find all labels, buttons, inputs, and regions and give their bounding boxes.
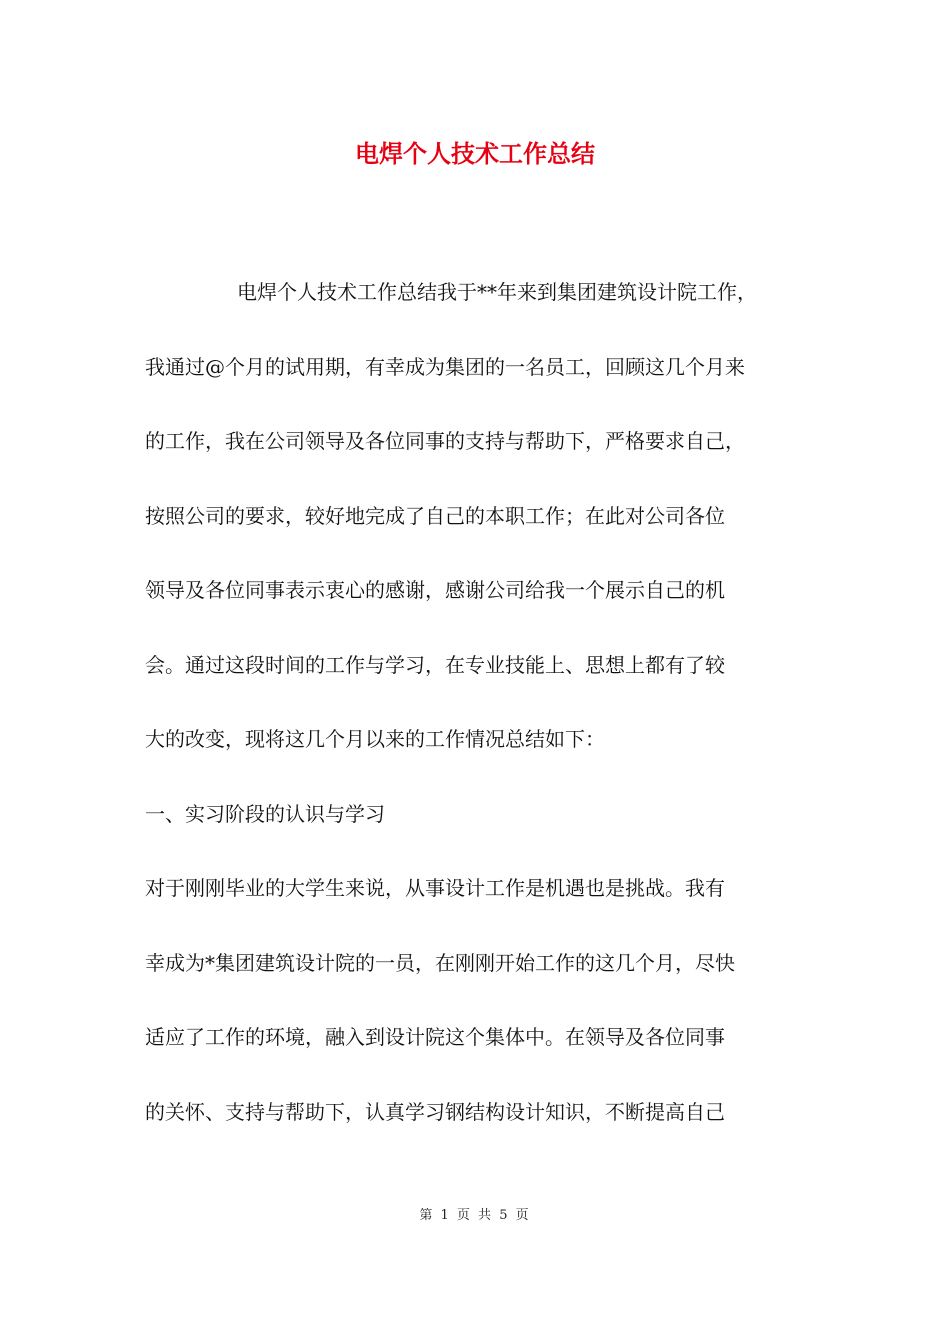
page-number-footer: 第 1 页 共 5 页 <box>419 1208 531 1223</box>
document-body <box>145 274 810 1168</box>
section-heading: 一、实习阶段的认识与学习 <box>145 801 385 826</box>
paragraph-line: 电焊个人技术工作总结我于**年来到集团建筑设计院工作， <box>237 280 757 304</box>
paragraph-line: 幸成为*集团建筑设计院的一员，在刚刚开始工作的这几个月，尽快 <box>145 950 735 975</box>
document-title: 电焊个人技术工作总结 <box>355 139 595 168</box>
paragraph-line: 领导及各位同事表示衷心的感谢，感谢公司给我一个展示自己的机 <box>145 578 725 602</box>
paragraph-line: 适应了工作的环境，融入到设计院这个集体中。在领导及各位同事 <box>145 1025 725 1049</box>
paragraph-line: 大的改变，现将这几个月以来的工作情况总结如下： <box>145 727 605 751</box>
paragraph-line: 我通过@个月的试用期，有幸成为集团的一名员工，回顾这几个月来 <box>145 354 745 379</box>
paragraph-line: 的关怀、支持与帮助下，认真学习钢结构设计知识，不断提高自己 <box>145 1099 725 1124</box>
paragraph-line: 的工作，我在公司领导及各位同事的支持与帮助下，严格要求自己， <box>145 429 745 453</box>
paragraph-line: 对于刚刚毕业的大学生来说，从事设计工作是机遇也是挑战。我有 <box>145 876 725 900</box>
paragraph-line: 会。通过这段时间的工作与学习，在专业技能上、思想上都有了较 <box>145 652 725 677</box>
paragraph-line: 按照公司的要求，较好地完成了自己的本职工作；在此对公司各位 <box>145 503 725 528</box>
